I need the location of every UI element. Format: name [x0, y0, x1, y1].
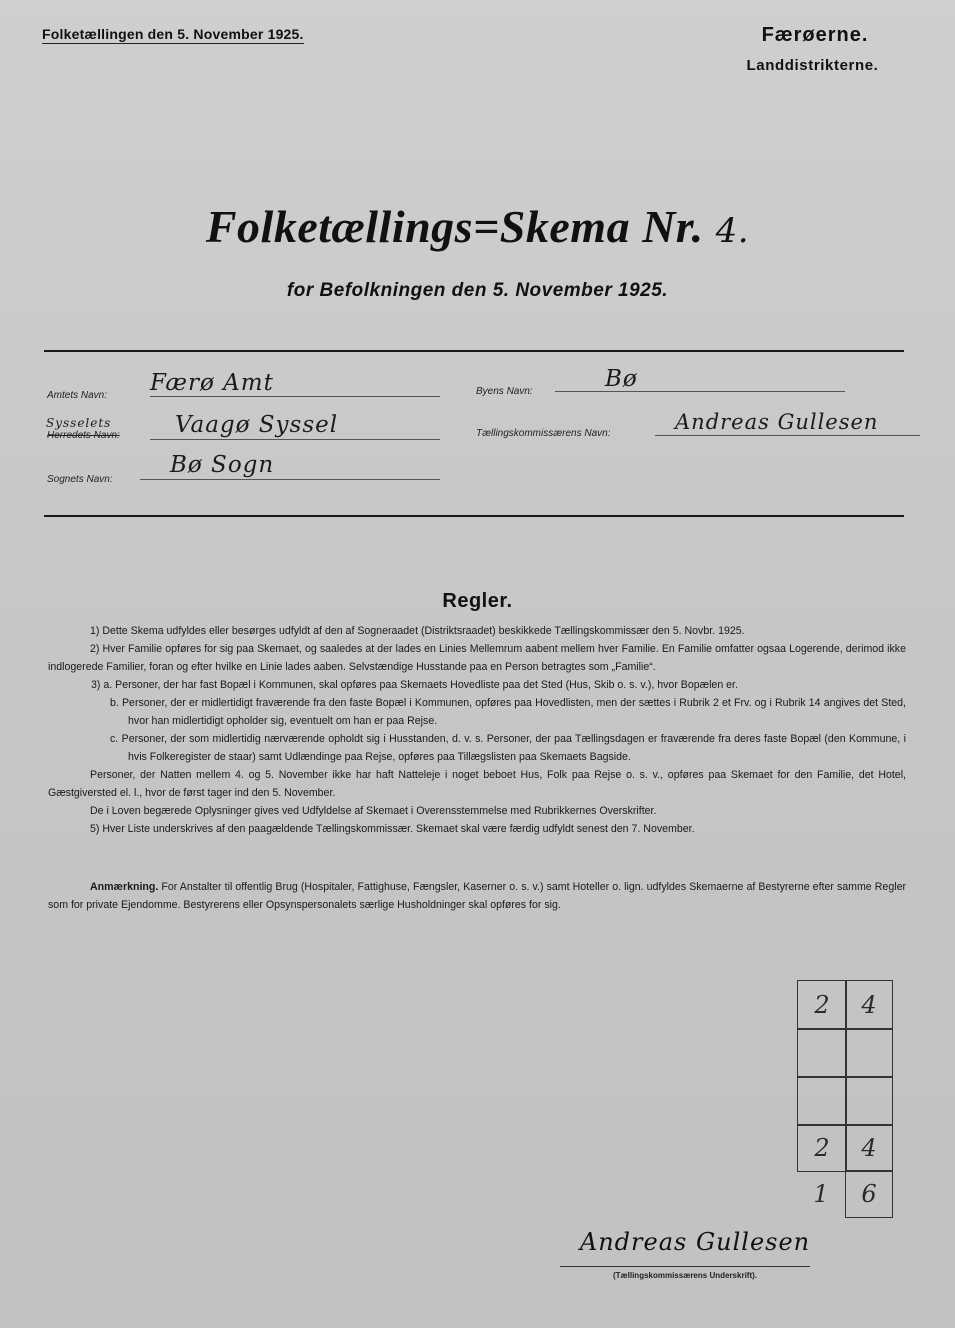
amt-label: Amtets Navn: [47, 390, 108, 401]
syssel-label: Sysselets [46, 416, 112, 430]
anmaerkning [48, 878, 906, 914]
regler-body [48, 622, 906, 838]
anmaerkning-label: Anmærkning. [90, 881, 159, 893]
rule-3c: c. Personer, der som midlertidig nærværende opholdt sig i Husstanden, d. v. s. Personer, der paa Tællingsdagen er fraværende fra deres faste Bopæl (den Kommune, i hvis Folkeregister de staar) samt Udlændinge paa Rejse, opføres paa Tillægslisten paa Skemaets Bagside. [110, 733, 906, 763]
tally-cell [845, 1028, 893, 1078]
herred-label: Herredets Navn: [47, 430, 120, 441]
rule-3a: 3) a. Personer, der har fast Bopæl i Kommunen, skal opføres paa Skemaets Hovedliste paa det Sted (Hus, Skib o. s. v.), hvor Bopælen er. [91, 679, 738, 691]
form-number: 4. [715, 211, 750, 251]
tally-cell: 4 [845, 1124, 893, 1172]
tally-loose: 1 [813, 1180, 829, 1208]
signature-caption: (Tællingskommissærens Underskrift). [612, 1271, 758, 1280]
signature-line [560, 1266, 810, 1267]
header-district-type: Landdistrikterne. [746, 57, 879, 74]
rule-2: 2) Hver Familie opføres for sig paa Skemaet, og saaledes at der lades en Linies Mellemrum aabent mellem hver Familie. En Familie omfatter ogsaa Logerende, derimod ikke indlogerede Familier, foran og efter hvilke en Linie lades aaben. Selvstændige Husstande paa en Person betragtes som „Familie“. [48, 643, 906, 673]
form-subtitle: for Befolkningen den 5. November 1925. [286, 280, 669, 301]
form-title [0, 200, 955, 253]
byens-value: Bø [555, 366, 845, 392]
sogn-value: Bø Sogn [140, 452, 440, 480]
rule-5: 5) Hver Liste underskrives af den paagældende Tællingskommissær. Skemaet skal være færdig udfyldt senest den 7. November. [90, 823, 695, 835]
rule-3d: Personer, der Natten mellem 4. og 5. November ikke har haft Natteleje i noget beboet Hus, Folk paa Rejse o. s. v., opføres paa Skemaet for den Familie, det Hotel, Gæstgiversted el. l., hvor de først tager ind den 5. November. [48, 769, 906, 799]
signature: Andreas Gullesen [579, 1228, 811, 1256]
header-census-date: Folketællingen den 5. November 1925. [42, 26, 304, 42]
rule-1: 1) Dette Skema udfyldes eller besørges udfyldt af den af Sogneraadet (Distriktsraadet) beskikkede Tællingskommissær den 5. Novbr. 1925. [90, 625, 745, 637]
rule-3b: b. Personer, der er midlertidigt fraværende fra den faste Bopæl i Kommunen, opføres paa Hovedlisten, men der sættes i Rubrik 2 et Frv. og i Rubrik 14 angives det Sted, hvor han midlertidigt opholder sig, eventuelt om han er paa Rejse. [110, 697, 906, 727]
fields-divider [44, 515, 904, 517]
regler-heading: Regler. [442, 590, 513, 612]
anmaerkning-text: For Anstalter til offentlig Brug (Hospitaler, Fattighuse, Fængsler, Kaserner o. s. v.) samt Hoteller o. lign. udfyldes Skemaerne af Bestyrerne efter samme Regler som for private Ejendomme. Bestyrerens eller Opsynspersonalets særlige Husholdninger skal opføres for sig. [48, 881, 906, 911]
kommissaer-value: Andreas Gullesen [655, 410, 920, 436]
tally-cell [845, 1076, 893, 1126]
top-divider [44, 350, 904, 352]
tally-cell: 2 [797, 980, 847, 1030]
sogn-label: Sognets Navn: [47, 474, 113, 485]
byens-label: Byens Navn: [476, 386, 533, 397]
rule-4: De i Loven begærede Oplysninger gives ved Udfyldelse af Skemaet i Overensstemmelse med Rubrikkernes Overskrifter. [90, 805, 657, 817]
form-title-text: Folketællings=Skema Nr. [205, 201, 704, 252]
tally-cell [797, 1028, 847, 1078]
tally-cell: 4 [845, 980, 893, 1030]
syssel-value: Vaagø Syssel [150, 412, 440, 440]
tally-cell: 6 [845, 1170, 893, 1218]
tally-cell: 2 [797, 1124, 847, 1172]
kommissaer-label: Tællingskommissærens Navn: [476, 428, 611, 439]
amt-value: Færø Amt [150, 370, 440, 397]
tally-cell [797, 1076, 847, 1126]
header-region: Færøerne. [761, 24, 869, 46]
